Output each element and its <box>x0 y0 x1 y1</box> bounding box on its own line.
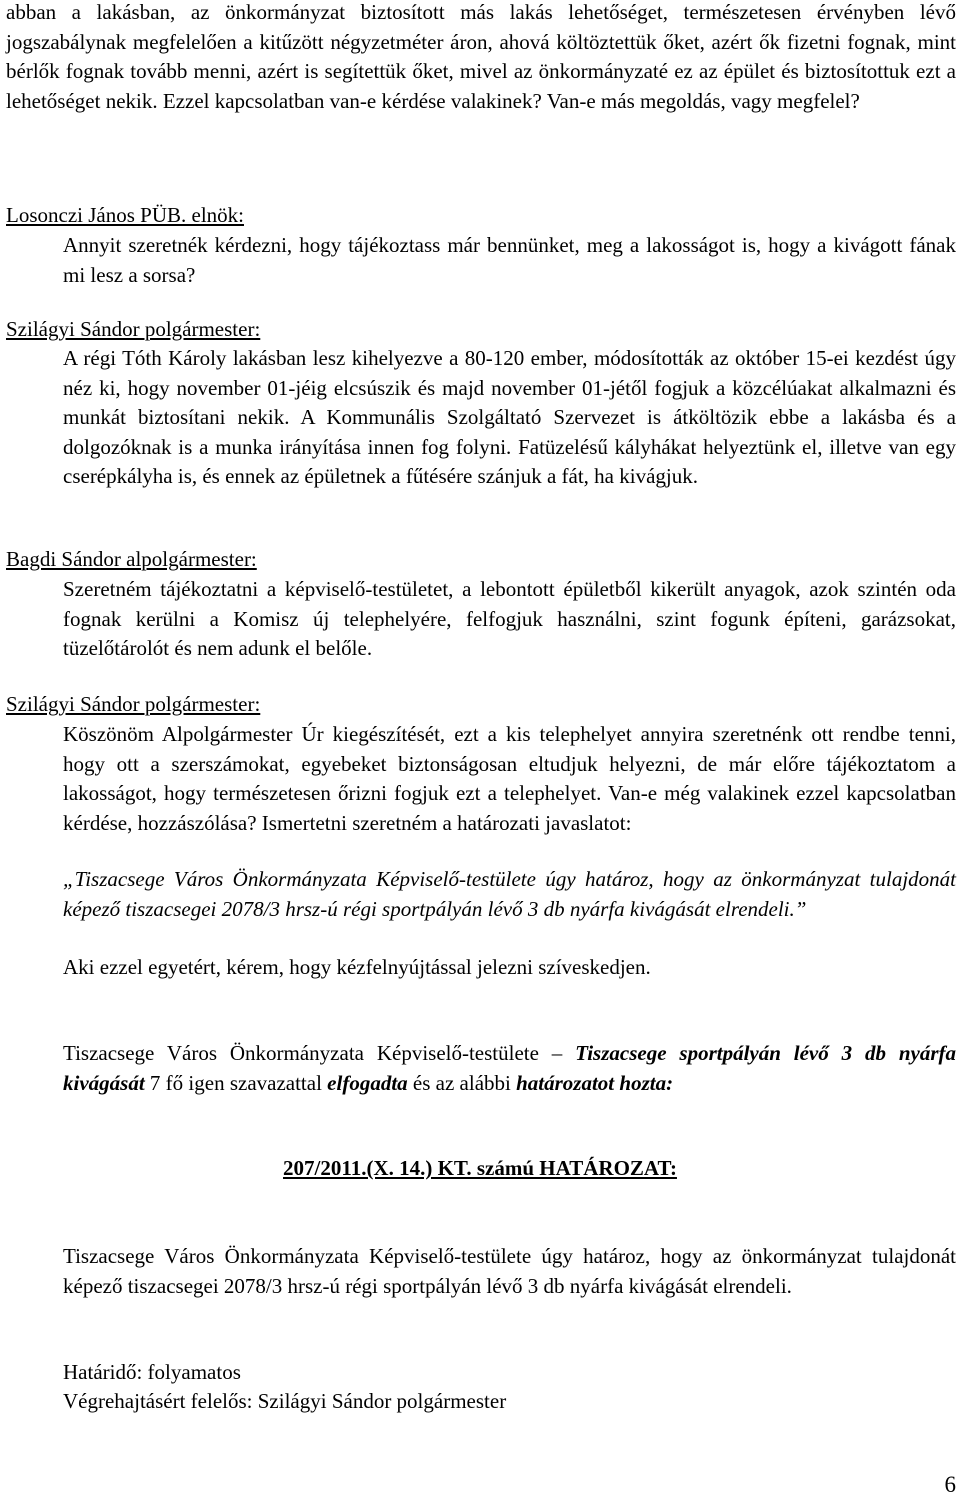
speaker-bagdi: Bagdi Sándor alpolgármester: <box>6 547 257 571</box>
vote-call: Aki ezzel egyetért, kérem, hogy kézfelnyújtással jelezni szíveskedjen. <box>63 955 651 979</box>
speaker-szilagyi-1: Szilágyi Sándor polgármester: <box>6 317 261 341</box>
intro-paragraph: abban a lakásban, az önkormányzat biztosított más lakás lehetőséget, természetesen érvényben lévő jogszabálynak megfelelően a kitűzött négyzetméter áron, ahová költöztettük őket, azért ők fizetni fognak, mint bérlők fognak tovább menni, azért is segítettük őket, mivel az önkormányzaté ez az épület és biztosítottuk ezt a lehetőséget nekik. Ezzel kapcsolatban van-e kérdése valakinek? Van-e más megoldás, vagy megfelel? <box>6 0 956 113</box>
speech-losonczi: Annyit szeretnék kérdezni, hogy tájékoztass már bennünket, meg a lakosságot is, hogy a kivágott fának mi lesz a sorsa? <box>63 233 956 287</box>
speech-szilagyi-2: Köszönöm Alpolgármester Úr kiegészítését, ezt a kis telephelyet annyira szeretnénk ott rendbe tenni, hogy ott a szerszámokat, egyebeket biztonságosan eltudjuk helyezni, de már előre tájékoztatom a lakosságot, hogy természetesen őrizni fogjuk ezt a telephelyet. Van-e még valakinek ezzel kapcsolatban kérdése, hozzászólása? Ismertetni szeretném a határozati javaslatot: <box>63 722 956 835</box>
speech-bagdi: Szeretném tájékoztatni a képviselő-testületet, a lebontott épületből kikerült anyagok, azok szintén oda fognak kerülni a Komisz új telephelyére, felfogjuk használni, szint fogunk építeni, garázsokat, tüzelőtárolót és nem adunk el belőle. <box>63 577 956 660</box>
resolution-title: 207/2011.(X. 14.) KT. számú HATÁROZAT: <box>283 1156 677 1180</box>
vote-subject: Tiszacsege sportpályán lévő 3 db nyárfa kivágását <box>63 1041 956 1095</box>
speaker-szilagyi-2: Szilágyi Sándor polgármester: <box>6 692 261 716</box>
vote-closing: határozatot hozta: <box>516 1070 674 1095</box>
vote-result: elfogadta <box>327 1070 408 1095</box>
resolution-text: Tiszacsege Város Önkormányzata Képviselő-testülete úgy határoz, hogy az önkormányzat tulajdonát képező tiszacsegei 2078/3 hrsz-ú régi sportpályán lévő 3 db nyárfa kivágását elrendeli. <box>63 1244 956 1298</box>
page-number: 6 <box>944 1472 956 1497</box>
responsible-person: Végrehajtásért felelős: Szilágyi Sándor polgármester <box>63 1389 507 1413</box>
deadline: Határidő: folyamatos <box>63 1360 241 1384</box>
vote-summary <box>63 1039 956 1098</box>
vote-count: 7 fő igen szavazattal <box>144 1070 328 1095</box>
vote-connector: és az alábbi <box>407 1070 517 1095</box>
speaker-losonczi: Losonczi János PÜB. elnök: <box>6 203 244 227</box>
speech-szilagyi-1: A régi Tóth Károly lakásban lesz kihelyezve a 80-120 ember, módosították az október 15-ei kezdést úgy néz ki, hogy november 01-jéig elcsúszik és majd november 01-jétől fogjuk a közcélúakat alkalmazni és munkát biztosítani nekik. A Kommunális Szolgáltató Szervezet is átköltözik ebbe a lakásba és a dolgozóknak is a munka irányítása innen fog folyni. Fatüzelésű kályhákat helyeztünk el, illetve van egy cserépkályha is, és ennek az épületnek a fűtésére szánjuk a fát, ha kivágjuk. <box>63 346 956 488</box>
resolution-proposal: „Tiszacsege Város Önkormányzata Képviselő-testülete úgy határoz, hogy az önkormányzat tulajdonát képező tiszacsegei 2078/3 hrsz-ú régi sportpályán lévő 3 db nyárfa kivágását elrendeli.” <box>63 867 956 921</box>
vote-body: Tiszacsege Város Önkormányzata Képviselő-testülete – <box>63 1041 576 1065</box>
